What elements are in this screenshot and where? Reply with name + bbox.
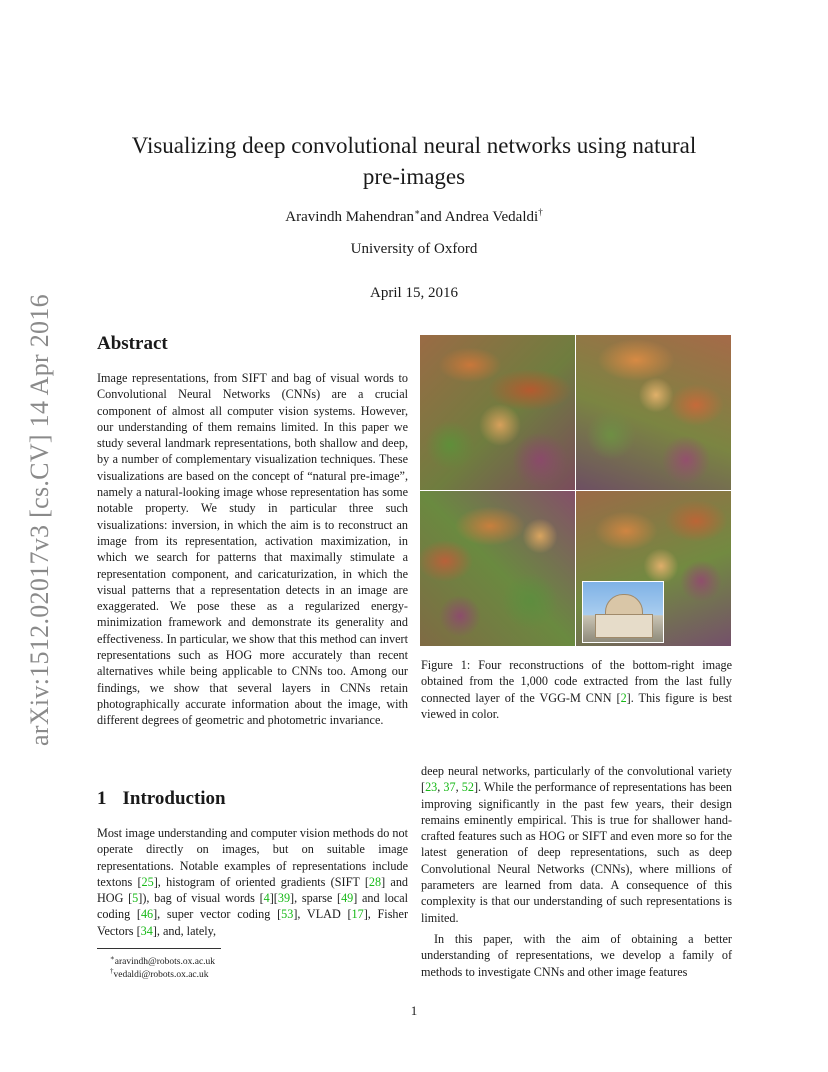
- author-2-name: Andrea Vedaldi: [444, 209, 539, 225]
- footnote-email[interactable]: vedaldi@robots.ox.ac.uk: [113, 970, 209, 981]
- text-run: ,: [437, 780, 444, 795]
- introduction-paragraph-3: In this paper, with the aim of obtaining a better understanding of representations, we develop a family of methods to investigate CNNs and other image features: [421, 932, 732, 979]
- citation-link[interactable]: 2: [620, 690, 627, 705]
- text-run: ][: [269, 891, 278, 906]
- text-run: ]. While the performance of representations has been improving significantly in the past few years, their design remains eminently empirical. This is true for shallower hand-crafted features such as HOG or SIFT and even more so for the latest generation of deep representations, such as deep Convolutional Neural Networks (CNNs), where millions of parameters are learned from data. A consequence of this complexity is that our understanding of such representations is limited.: [421, 780, 732, 925]
- citation-link[interactable]: 49: [341, 891, 354, 906]
- text-run: ,: [455, 780, 462, 795]
- figure-1-reconstructions: [420, 335, 731, 645]
- citation-link[interactable]: 25: [141, 874, 154, 889]
- text-run: deep neural networks, particularly of the convolutional variety [: [421, 764, 732, 795]
- paper-title: [100, 130, 728, 192]
- author-connector: and: [420, 209, 445, 225]
- abstract-heading: Abstract: [97, 333, 168, 354]
- citation-link[interactable]: 5: [132, 891, 139, 906]
- author-1-name: Aravindh Mahendran: [285, 209, 415, 225]
- footnote-divider: [97, 948, 221, 949]
- text-run: Figure 1: Four reconstructions of the bottom-right image obtained from the 1,000 code extracted from the last fully connected layer of the VGG-M CNN [: [421, 658, 732, 705]
- publication-date: April 15, 2016: [370, 285, 458, 301]
- introduction-paragraph-1: [97, 825, 408, 939]
- text-run: ], Fisher Vectors [: [97, 907, 408, 938]
- citation-link[interactable]: 4: [263, 891, 270, 906]
- text-run: Most image understanding and computer vision methods do not operate directly on images, but on suitable image representations. Notable examples of representations include textons [: [97, 826, 408, 889]
- text-run: ] and local coding [: [97, 891, 409, 922]
- citation-link[interactable]: 37: [443, 780, 456, 795]
- text-run: ], sparse [: [290, 891, 342, 906]
- title-line-2: pre-images: [362, 164, 466, 189]
- citation-link[interactable]: 46: [140, 907, 154, 922]
- citation-link[interactable]: 17: [351, 907, 364, 922]
- citation-link[interactable]: 23: [425, 780, 438, 795]
- author-1-footnote-mark[interactable]: ∗: [414, 207, 421, 217]
- section-title: Introduction: [122, 788, 226, 809]
- text-run: ], VLAD [: [293, 907, 352, 922]
- text-run: ]), bag of visual words [: [138, 891, 264, 906]
- citation-link[interactable]: 28: [368, 874, 382, 889]
- page-number: 1: [410, 1003, 418, 1018]
- text-run: ]. This figure is best viewed in color.: [421, 690, 732, 721]
- section-number: 1: [97, 788, 107, 809]
- footnote-email[interactable]: aravindh@robots.ox.ac.uk: [114, 957, 216, 968]
- author-list: [100, 207, 728, 226]
- footnote-mark: †: [110, 967, 114, 975]
- text-run: ], and, lately,: [152, 923, 217, 938]
- figure-1-caption: [421, 657, 732, 722]
- introduction-paragraph-2: [421, 763, 732, 926]
- text-run: ], super vector coding [: [153, 907, 282, 922]
- citation-link[interactable]: 39: [277, 891, 291, 906]
- citation-link[interactable]: 52: [461, 780, 474, 795]
- section-heading-introduction: [97, 788, 226, 810]
- text-run: ] and HOG [: [97, 874, 409, 906]
- citation-link[interactable]: 53: [281, 907, 294, 922]
- footnote-mark: ∗: [110, 954, 115, 962]
- text-run: ], histogram of oriented gradients (SIFT [: [153, 874, 369, 889]
- title-line-1: Visualizing deep convolutional neural networks using natural: [131, 133, 697, 158]
- citation-link[interactable]: 34: [140, 923, 153, 938]
- reconstruction-image-3: [420, 491, 575, 646]
- abstract-body: Image representations, from SIFT and bag of visual words to Convolutional Neural Networks (CNNs) are a crucial component of almost all computer vision systems. However, our understanding of them remains limited. In this paper we study several landmark representations, both shallow and deep, by a number of complementary visualization techniques. These visualizations are based on the concept of “natural pre-image”, namely a natural-looking image whose representation has some notable property. We study in particular three such visualizations: inversion, in which the aim is to reconstruct an image from its representation, activation maximization, in which we search for patterns that maximally stimulate a representation component, and caricaturization, in which the visual patterns that a representation detects in an image are exaggerated. We pose these as a regularized energy-minimization framework and demonstrate its generality and effectiveness. In particular, we show that this method can invert representations such as HOG more accurately than recent alternatives while being applicable to CNNs too. Among our findings, we show that several layers in CNNs retain photographically accurate information about the image, with different degrees of geometric and photometric invariance.: [97, 371, 408, 728]
- arxiv-identifier-stamp: arXiv:1512.02017v3 [cs.CV] 14 Apr 2016: [25, 294, 54, 746]
- building-base: [595, 614, 653, 638]
- footnote-author-2: [110, 965, 209, 982]
- reconstruction-image-2: [576, 335, 731, 490]
- author-2-footnote-mark[interactable]: †: [538, 207, 543, 217]
- reconstruction-image-1: [420, 335, 575, 490]
- original-photo-inset: [582, 581, 664, 643]
- affiliation: University of Oxford: [350, 241, 478, 257]
